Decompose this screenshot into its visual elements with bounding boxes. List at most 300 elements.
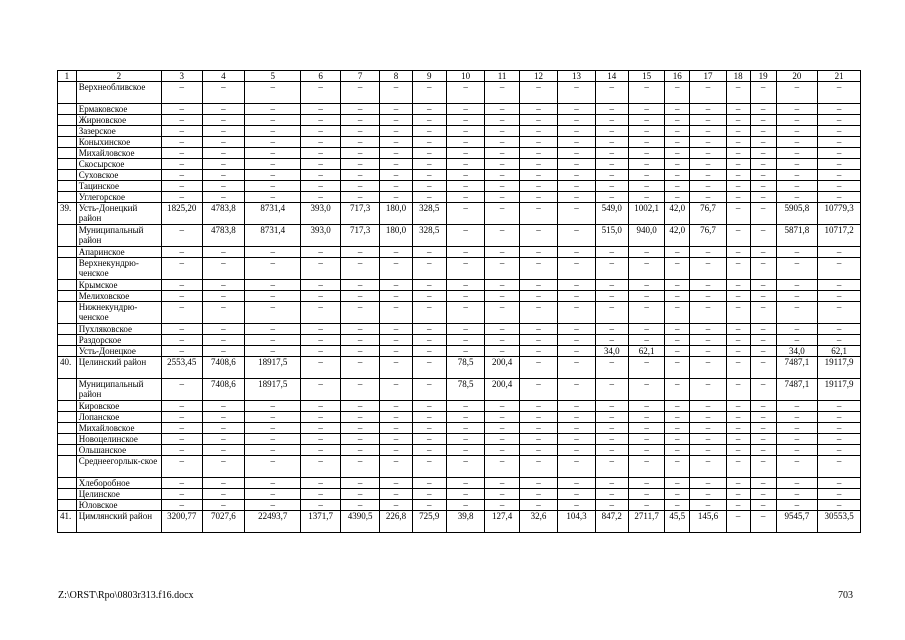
value-cell: –	[595, 434, 628, 445]
value-cell: 515,0	[595, 225, 628, 247]
value-cell: –	[595, 159, 628, 170]
value-cell: –	[301, 192, 341, 203]
value-cell: –	[818, 192, 861, 203]
value-cell: –	[665, 412, 690, 423]
value-cell: –	[665, 181, 690, 192]
value-cell: –	[446, 291, 484, 302]
row-number-cell	[58, 104, 77, 115]
value-cell: –	[485, 148, 519, 159]
row-number-cell	[58, 456, 77, 478]
value-cell: –	[446, 500, 484, 511]
value-cell: –	[595, 192, 628, 203]
column-header: 19	[750, 71, 776, 82]
column-header: 1	[58, 71, 77, 82]
value-cell: –	[340, 335, 380, 346]
value-cell: –	[412, 137, 446, 148]
value-cell: –	[818, 115, 861, 126]
row-number-cell	[58, 489, 77, 500]
value-cell: –	[519, 291, 557, 302]
column-header: 17	[690, 71, 726, 82]
value-cell: –	[340, 137, 380, 148]
value-cell: –	[202, 104, 245, 115]
value-cell: –	[301, 379, 341, 401]
value-cell: –	[750, 115, 776, 126]
value-cell: –	[726, 302, 750, 324]
value-cell: –	[485, 104, 519, 115]
value-cell: –	[446, 203, 484, 225]
value-cell: –	[595, 456, 628, 478]
value-cell: –	[776, 104, 818, 115]
value-cell: –	[301, 82, 341, 104]
value-cell: –	[726, 148, 750, 159]
value-cell: –	[750, 423, 776, 434]
value-cell: –	[301, 181, 341, 192]
value-cell: –	[665, 456, 690, 478]
table-header-row	[58, 71, 861, 82]
value-cell: –	[519, 247, 557, 258]
value-cell: –	[519, 324, 557, 335]
value-cell: –	[340, 192, 380, 203]
value-cell: –	[595, 104, 628, 115]
territory-name-cell: Верхнекундрю-ченское	[76, 258, 161, 280]
row-number-cell	[58, 137, 77, 148]
value-cell: –	[690, 489, 726, 500]
table-row	[58, 346, 861, 357]
value-cell: –	[726, 170, 750, 181]
value-cell: 1002,1	[628, 203, 664, 225]
value-cell: –	[301, 280, 341, 291]
value-cell: –	[750, 159, 776, 170]
value-cell: –	[446, 280, 484, 291]
value-cell: –	[245, 478, 301, 489]
value-cell: –	[750, 104, 776, 115]
value-cell: –	[665, 126, 690, 137]
value-cell: –	[726, 280, 750, 291]
value-cell: 145,6	[690, 511, 726, 533]
value-cell: –	[519, 170, 557, 181]
value-cell: –	[595, 379, 628, 401]
value-cell: –	[665, 445, 690, 456]
value-cell: –	[162, 324, 203, 335]
value-cell: –	[558, 357, 595, 379]
value-cell: –	[558, 225, 595, 247]
value-cell: –	[340, 159, 380, 170]
value-cell: –	[301, 291, 341, 302]
value-cell: –	[558, 258, 595, 280]
table-row	[58, 423, 861, 434]
value-cell: –	[245, 412, 301, 423]
value-cell: –	[628, 192, 664, 203]
value-cell: –	[595, 445, 628, 456]
value-cell: –	[776, 126, 818, 137]
value-cell: –	[750, 280, 776, 291]
territory-name-cell: Хлеборобное	[76, 478, 161, 489]
table-row	[58, 170, 861, 181]
value-cell: –	[446, 82, 484, 104]
table-row	[58, 302, 861, 324]
value-cell: 34,0	[595, 346, 628, 357]
value-cell: –	[162, 280, 203, 291]
value-cell: –	[245, 456, 301, 478]
value-cell: –	[162, 434, 203, 445]
row-number-cell	[58, 412, 77, 423]
value-cell: –	[380, 247, 412, 258]
value-cell: –	[519, 401, 557, 412]
value-cell: –	[519, 302, 557, 324]
value-cell: –	[690, 324, 726, 335]
value-cell: –	[726, 401, 750, 412]
value-cell: 32,6	[519, 511, 557, 533]
column-header: 16	[665, 71, 690, 82]
column-header: 9	[412, 71, 446, 82]
value-cell: –	[690, 302, 726, 324]
value-cell: –	[412, 346, 446, 357]
table-row	[58, 478, 861, 489]
value-cell: –	[340, 104, 380, 115]
table-row	[58, 434, 861, 445]
value-cell: –	[690, 346, 726, 357]
territory-name-cell: Кировское	[76, 401, 161, 412]
value-cell: –	[690, 401, 726, 412]
value-cell: –	[690, 335, 726, 346]
value-cell: –	[380, 126, 412, 137]
value-cell: –	[380, 302, 412, 324]
value-cell: –	[301, 445, 341, 456]
value-cell: –	[380, 170, 412, 181]
value-cell: –	[340, 489, 380, 500]
value-cell: –	[301, 478, 341, 489]
value-cell: –	[628, 434, 664, 445]
value-cell: –	[776, 148, 818, 159]
territory-name-cell: Нижнекундрю-ченское	[76, 302, 161, 324]
value-cell: –	[245, 324, 301, 335]
value-cell: –	[245, 291, 301, 302]
value-cell: 10779,3	[818, 203, 861, 225]
value-cell: –	[665, 258, 690, 280]
value-cell: –	[690, 357, 726, 379]
value-cell: –	[628, 401, 664, 412]
value-cell: 19117,9	[818, 357, 861, 379]
value-cell: –	[558, 203, 595, 225]
value-cell: –	[162, 126, 203, 137]
value-cell: –	[446, 324, 484, 335]
value-cell: –	[380, 445, 412, 456]
value-cell: –	[202, 324, 245, 335]
value-cell: –	[776, 159, 818, 170]
value-cell: –	[690, 192, 726, 203]
value-cell: –	[202, 456, 245, 478]
value-cell: –	[162, 82, 203, 104]
column-header: 2	[76, 71, 161, 82]
value-cell: –	[776, 500, 818, 511]
value-cell: –	[690, 434, 726, 445]
territory-name-cell: Целинский район	[76, 357, 161, 379]
value-cell: –	[202, 181, 245, 192]
value-cell: –	[162, 181, 203, 192]
value-cell: –	[301, 335, 341, 346]
territory-name-cell: Мелиховское	[76, 291, 161, 302]
value-cell: 393,0	[301, 203, 341, 225]
value-cell: –	[519, 280, 557, 291]
value-cell: –	[595, 126, 628, 137]
value-cell: –	[665, 192, 690, 203]
value-cell: –	[628, 324, 664, 335]
value-cell: –	[446, 489, 484, 500]
value-cell: –	[446, 258, 484, 280]
value-cell: –	[776, 335, 818, 346]
value-cell: –	[776, 137, 818, 148]
territory-name-cell: Усть-Донецкое	[76, 346, 161, 357]
value-cell: –	[162, 346, 203, 357]
value-cell: –	[485, 489, 519, 500]
column-header: 12	[519, 71, 557, 82]
table-row	[58, 456, 861, 478]
row-number-cell	[58, 82, 77, 104]
value-cell: –	[750, 126, 776, 137]
value-cell: –	[628, 489, 664, 500]
value-cell: –	[628, 170, 664, 181]
table-row	[58, 335, 861, 346]
row-number-cell	[58, 258, 77, 280]
value-cell: –	[485, 192, 519, 203]
row-number-cell	[58, 280, 77, 291]
value-cell: –	[485, 203, 519, 225]
value-cell: –	[726, 379, 750, 401]
value-cell: –	[301, 456, 341, 478]
value-cell: –	[485, 324, 519, 335]
value-cell: 328,5	[412, 225, 446, 247]
value-cell: –	[245, 192, 301, 203]
value-cell: –	[202, 434, 245, 445]
table-row	[58, 247, 861, 258]
value-cell: –	[595, 412, 628, 423]
value-cell: –	[446, 181, 484, 192]
value-cell: –	[776, 324, 818, 335]
value-cell: –	[665, 159, 690, 170]
value-cell: –	[340, 115, 380, 126]
row-number-cell	[58, 445, 77, 456]
value-cell: –	[726, 445, 750, 456]
column-header: 14	[595, 71, 628, 82]
value-cell: 1371,7	[301, 511, 341, 533]
value-cell: –	[446, 401, 484, 412]
value-cell: –	[380, 104, 412, 115]
value-cell: –	[665, 423, 690, 434]
value-cell: –	[726, 423, 750, 434]
value-cell: –	[301, 104, 341, 115]
table-row	[58, 291, 861, 302]
value-cell: –	[558, 412, 595, 423]
value-cell: –	[558, 159, 595, 170]
value-cell: –	[202, 489, 245, 500]
value-cell: –	[750, 203, 776, 225]
territory-name-cell: Верхнеобливское	[76, 82, 161, 104]
value-cell: –	[519, 500, 557, 511]
value-cell: –	[162, 159, 203, 170]
value-cell: –	[245, 247, 301, 258]
value-cell: –	[776, 247, 818, 258]
value-cell: –	[595, 500, 628, 511]
value-cell: –	[690, 247, 726, 258]
value-cell: –	[245, 170, 301, 181]
value-cell: –	[558, 456, 595, 478]
value-cell: –	[665, 82, 690, 104]
value-cell: –	[202, 423, 245, 434]
value-cell: –	[412, 445, 446, 456]
value-cell: –	[162, 104, 203, 115]
value-cell: –	[301, 115, 341, 126]
table-row	[58, 500, 861, 511]
value-cell: –	[245, 258, 301, 280]
value-cell: –	[162, 148, 203, 159]
value-cell: –	[202, 302, 245, 324]
value-cell: –	[750, 192, 776, 203]
value-cell: 549,0	[595, 203, 628, 225]
footer-file-path: Z:\ORST\Rpo\0803r313.f16.docx	[58, 590, 194, 601]
table-row	[58, 148, 861, 159]
value-cell: –	[301, 159, 341, 170]
value-cell: –	[750, 456, 776, 478]
value-cell: –	[380, 280, 412, 291]
value-cell: –	[519, 335, 557, 346]
value-cell: –	[726, 137, 750, 148]
territory-name-cell: Муниципальный район	[76, 379, 161, 401]
value-cell: –	[446, 225, 484, 247]
value-cell: –	[595, 291, 628, 302]
value-cell: –	[595, 115, 628, 126]
value-cell: 3200,77	[162, 511, 203, 533]
value-cell: –	[485, 82, 519, 104]
value-cell: 200,4	[485, 357, 519, 379]
row-number-cell	[58, 401, 77, 412]
value-cell: –	[628, 148, 664, 159]
value-cell: –	[245, 434, 301, 445]
value-cell: –	[162, 258, 203, 280]
column-header: 4	[202, 71, 245, 82]
value-cell: –	[340, 247, 380, 258]
value-cell: –	[340, 478, 380, 489]
value-cell: –	[446, 192, 484, 203]
row-number-cell	[58, 148, 77, 159]
value-cell: –	[446, 159, 484, 170]
value-cell: –	[446, 104, 484, 115]
value-cell: 4783,8	[202, 225, 245, 247]
value-cell: –	[690, 445, 726, 456]
value-cell: –	[485, 401, 519, 412]
value-cell: –	[485, 423, 519, 434]
value-cell: –	[412, 423, 446, 434]
value-cell: –	[301, 489, 341, 500]
value-cell: –	[245, 137, 301, 148]
row-number-cell	[58, 291, 77, 302]
value-cell: 78,5	[446, 357, 484, 379]
row-number-cell	[58, 170, 77, 181]
value-cell: –	[446, 148, 484, 159]
value-cell: –	[340, 346, 380, 357]
value-cell: –	[412, 500, 446, 511]
value-cell: –	[340, 280, 380, 291]
value-cell: –	[665, 170, 690, 181]
value-cell: –	[485, 170, 519, 181]
table-row	[58, 126, 861, 137]
value-cell: –	[301, 500, 341, 511]
value-cell: 180,0	[380, 225, 412, 247]
value-cell: –	[519, 159, 557, 170]
value-cell: –	[690, 82, 726, 104]
value-cell: –	[665, 291, 690, 302]
value-cell: –	[690, 159, 726, 170]
value-cell: –	[690, 456, 726, 478]
value-cell: –	[446, 456, 484, 478]
table-row	[58, 489, 861, 500]
value-cell: –	[485, 181, 519, 192]
value-cell: –	[519, 434, 557, 445]
value-cell: –	[690, 500, 726, 511]
value-cell: –	[340, 148, 380, 159]
value-cell: 42,0	[665, 203, 690, 225]
value-cell: –	[558, 434, 595, 445]
value-cell: –	[412, 291, 446, 302]
value-cell: –	[776, 302, 818, 324]
value-cell: –	[202, 247, 245, 258]
value-cell: –	[380, 115, 412, 126]
value-cell: –	[202, 148, 245, 159]
value-cell: –	[665, 357, 690, 379]
value-cell: –	[665, 401, 690, 412]
value-cell: –	[519, 126, 557, 137]
value-cell: 7408,6	[202, 379, 245, 401]
value-cell: –	[380, 181, 412, 192]
value-cell: –	[485, 445, 519, 456]
value-cell: –	[726, 489, 750, 500]
value-cell: –	[818, 170, 861, 181]
value-cell: –	[245, 500, 301, 511]
value-cell: –	[628, 115, 664, 126]
value-cell: –	[245, 401, 301, 412]
value-cell: –	[750, 291, 776, 302]
value-cell: –	[628, 159, 664, 170]
table-row	[58, 115, 861, 126]
value-cell: –	[380, 379, 412, 401]
table-row	[58, 258, 861, 280]
value-cell: –	[665, 247, 690, 258]
row-number-cell	[58, 346, 77, 357]
value-cell: –	[818, 302, 861, 324]
value-cell: –	[558, 181, 595, 192]
value-cell: –	[380, 137, 412, 148]
territory-name-cell: Раздорское	[76, 335, 161, 346]
value-cell: –	[690, 148, 726, 159]
value-cell: –	[726, 434, 750, 445]
row-number-cell	[58, 335, 77, 346]
value-cell: 42,0	[665, 225, 690, 247]
value-cell: –	[519, 203, 557, 225]
value-cell: –	[750, 82, 776, 104]
value-cell: –	[818, 500, 861, 511]
value-cell: –	[202, 346, 245, 357]
value-cell: –	[628, 456, 664, 478]
value-cell: –	[485, 115, 519, 126]
value-cell: –	[519, 412, 557, 423]
value-cell: –	[340, 170, 380, 181]
value-cell: 22493,7	[245, 511, 301, 533]
table-row	[58, 357, 861, 379]
value-cell: –	[818, 181, 861, 192]
value-cell: –	[162, 423, 203, 434]
value-cell: –	[412, 434, 446, 445]
value-cell: –	[690, 280, 726, 291]
value-cell: 7487,1	[776, 379, 818, 401]
